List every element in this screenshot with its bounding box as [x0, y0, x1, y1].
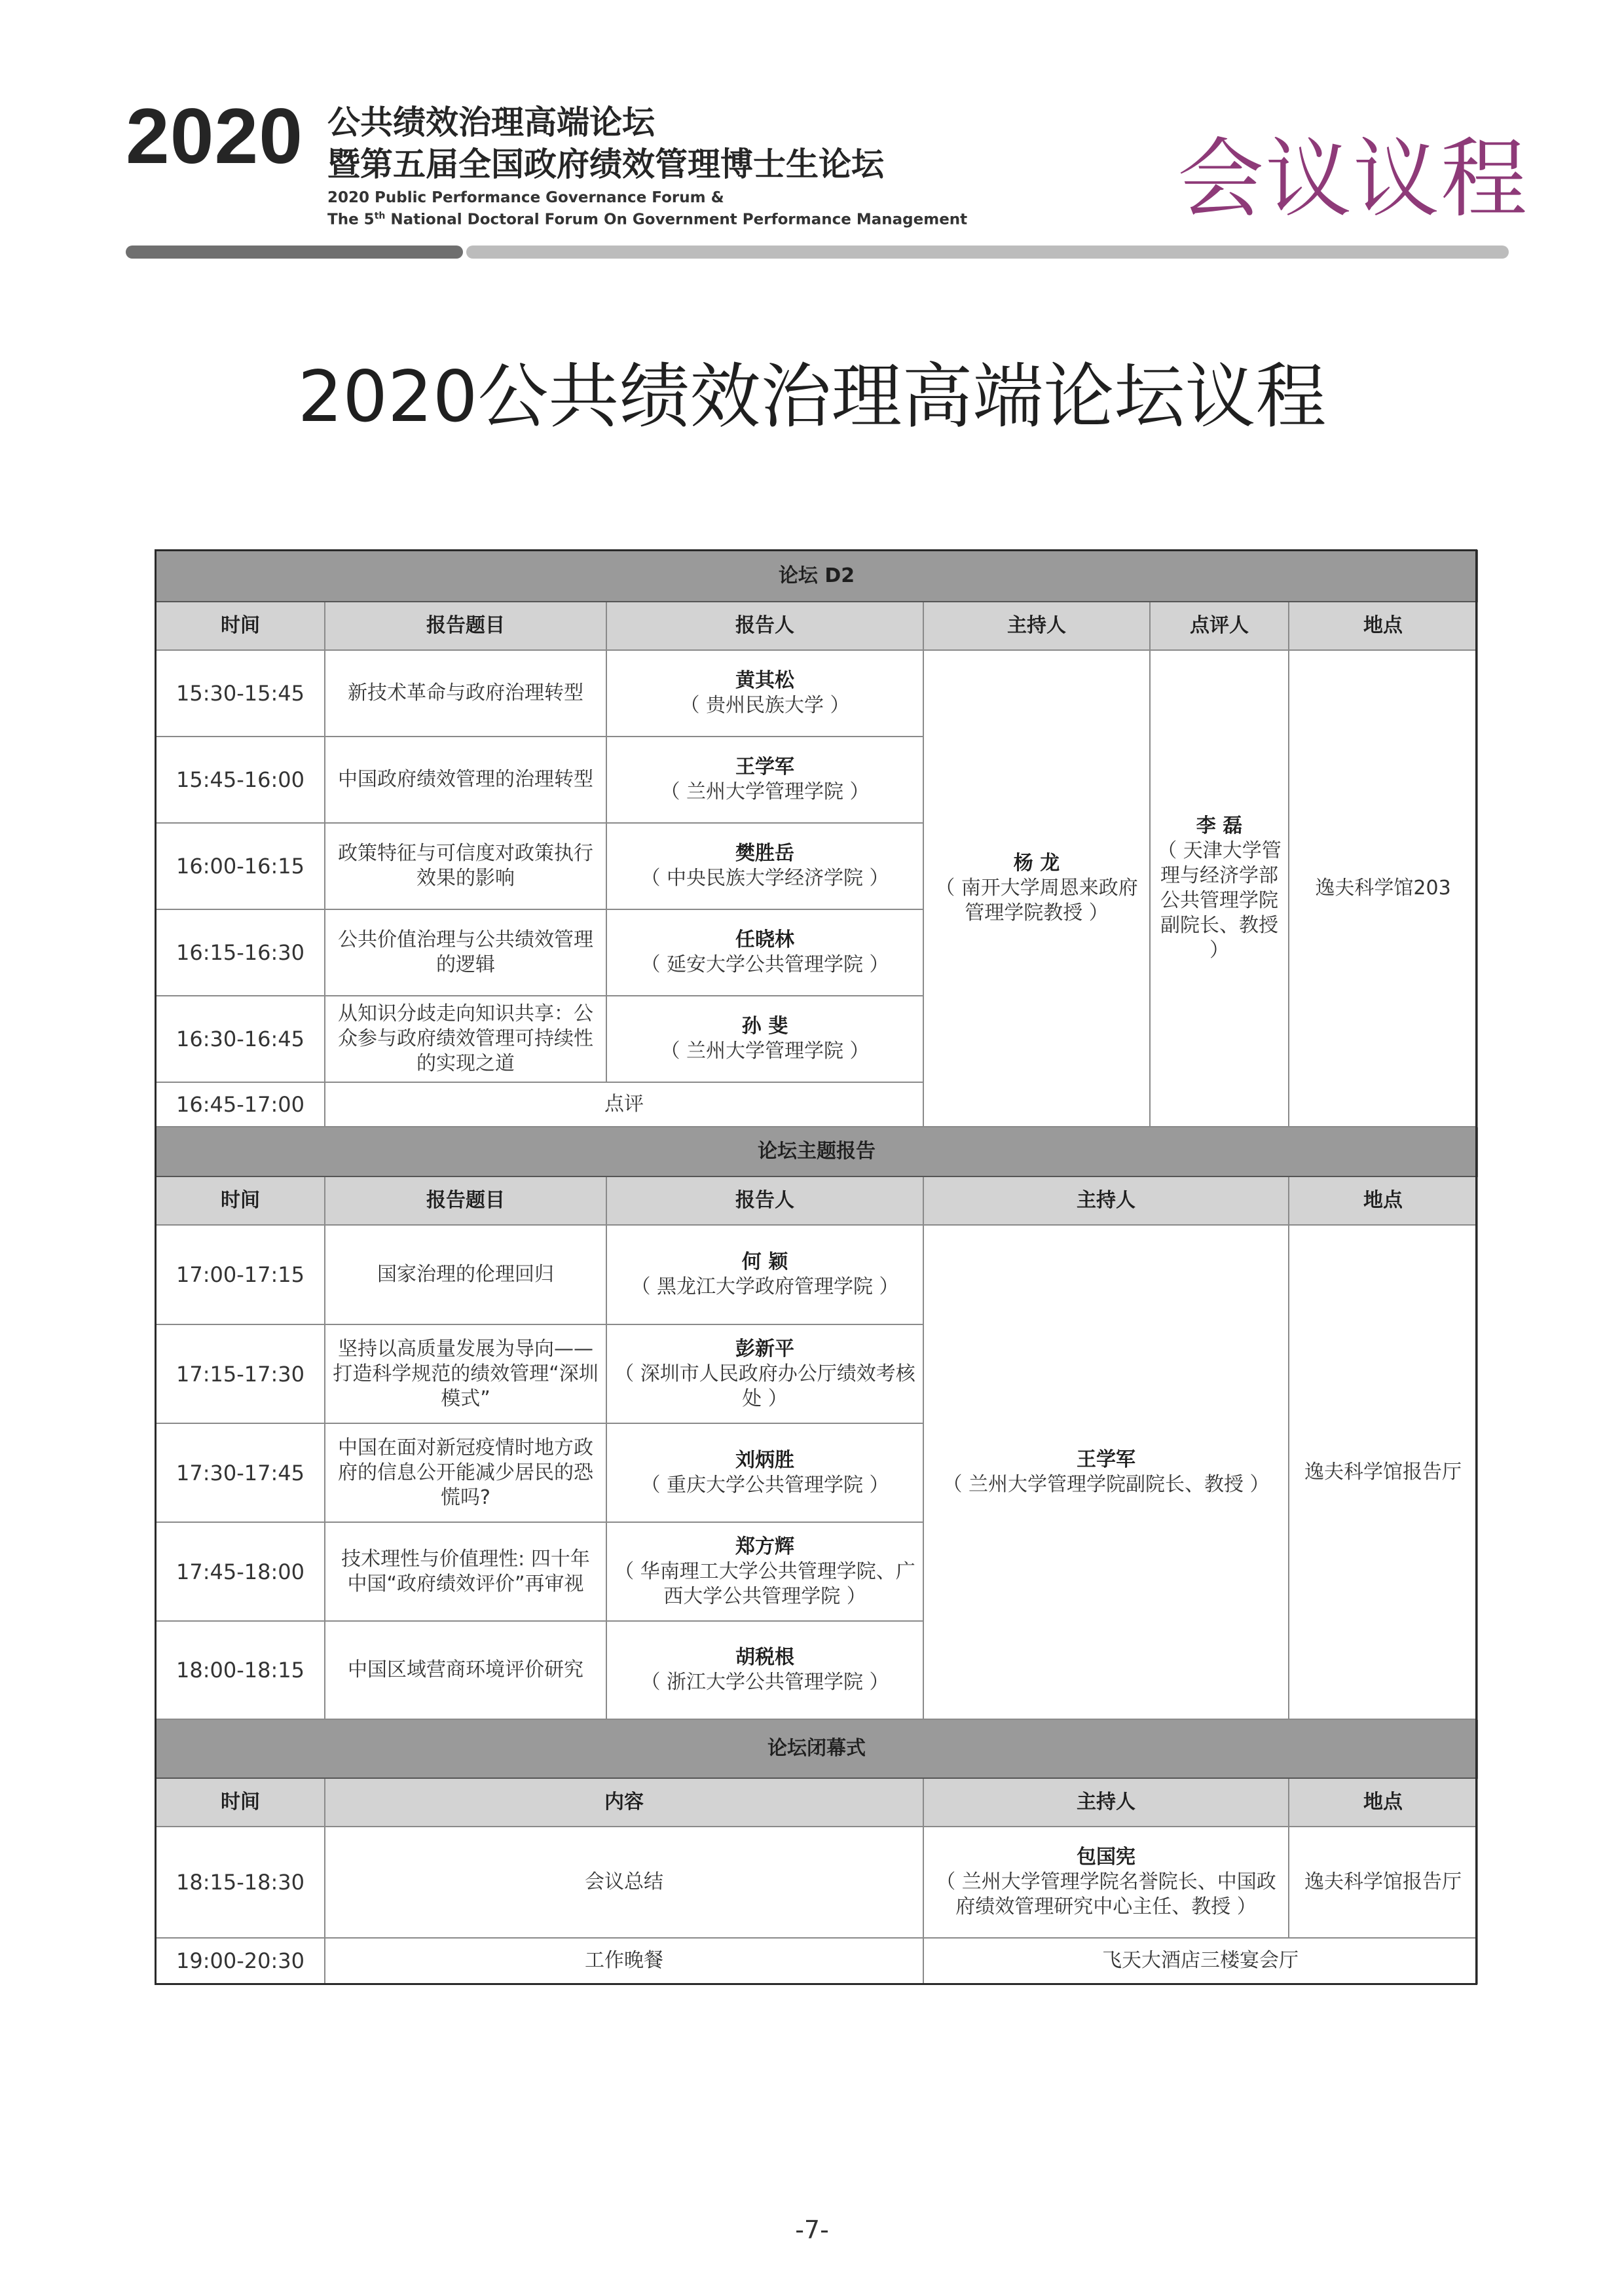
speaker-cell — [606, 1621, 923, 1719]
time-cell: 17:30-17:45 — [156, 1423, 325, 1522]
table-row — [156, 1225, 1477, 1324]
time-cell: 16:00-16:15 — [156, 823, 325, 909]
speaker-cell — [606, 1324, 923, 1423]
topic-cell: 中国区域营商环境评价研究 — [325, 1621, 606, 1719]
time-cell: 18:00-18:15 — [156, 1621, 325, 1719]
section-header-row — [156, 1719, 1477, 1778]
column-header: 主持人 — [923, 1176, 1289, 1225]
speaker-affiliation: （ 浙江大学公共管理学院 ） — [640, 1671, 889, 1694]
time-cell: 17:15-17:30 — [156, 1324, 325, 1423]
header-title-en-line2 — [327, 211, 967, 228]
speaker-cell — [606, 1522, 923, 1621]
column-header: 主持人 — [923, 602, 1150, 650]
speaker-affiliation: （ 黑龙江大学政府管理学院 ） — [631, 1275, 899, 1298]
speaker-cell — [606, 823, 923, 909]
host-affiliation: （ 兰州大学管理学院副院长、教授 ） — [942, 1472, 1270, 1496]
host-name: 包国宪 — [1077, 1846, 1135, 1868]
speaker-cell — [606, 650, 923, 737]
speaker-name: 任晓林 — [735, 928, 794, 951]
speaker-name: 黄其松 — [735, 669, 794, 692]
time-cell: 16:30-16:45 — [156, 996, 325, 1082]
speaker-name: 郑方辉 — [735, 1535, 794, 1558]
column-header: 地点 — [1289, 1176, 1477, 1225]
header-en2-sup: th — [374, 211, 386, 221]
content-cell: 工作晚餐 — [325, 1938, 923, 1984]
header-title-en-line1: 2020 Public Performance Governance Forum & — [327, 189, 724, 206]
section-header-row — [156, 551, 1477, 602]
header-en2-pre: The 5 — [327, 211, 375, 228]
header-en2-post: National Doctoral Forum On Government Performance Management — [385, 211, 968, 228]
column-header: 报告题目 — [325, 602, 606, 650]
commentator-name: 李 磊 — [1196, 814, 1243, 837]
speaker-affiliation: （ 中央民族大学经济学院 ） — [640, 867, 889, 890]
column-header: 报告人 — [606, 1176, 923, 1225]
column-header: 地点 — [1289, 602, 1477, 650]
topic-cell: 公共价值治理与公共绩效管理的逻辑 — [325, 909, 606, 996]
column-header-row — [156, 1176, 1477, 1225]
time-cell: 15:45-16:00 — [156, 737, 325, 823]
topic-cell: 坚持以高质量发展为导向——打造科学规范的绩效管理“深圳模式” — [325, 1324, 606, 1423]
time-cell: 17:00-17:15 — [156, 1225, 325, 1324]
speaker-name: 胡税根 — [735, 1646, 794, 1669]
speaker-affiliation: （ 延安大学公共管理学院 ） — [640, 953, 889, 976]
agenda-table — [155, 550, 1478, 1984]
venue-cell: 逸夫科学馆报告厅 — [1289, 1225, 1477, 1719]
host-affiliation: （ 南开大学周恩来政府管理学院教授 ） — [935, 877, 1138, 924]
host-name: 王学军 — [1077, 1448, 1135, 1471]
time-cell: 16:45-17:00 — [156, 1082, 325, 1127]
host-name: 杨 龙 — [1013, 852, 1060, 875]
speaker-affiliation: （ 贵州民族大学 ） — [680, 694, 850, 717]
time-cell: 19:00-20:30 — [156, 1938, 325, 1984]
header-divider-dark — [126, 246, 463, 259]
header-year: 2020 — [126, 92, 303, 180]
page-title: 2020公共绩效治理高端论坛议程 — [297, 356, 1327, 438]
section-title: 论坛 D2 — [156, 551, 1477, 602]
host-cell — [923, 1225, 1289, 1719]
speaker-name: 何 颖 — [741, 1250, 788, 1273]
venue-cell: 逸夫科学馆203 — [1289, 650, 1477, 1127]
speaker-cell — [606, 909, 923, 996]
column-header-row — [156, 602, 1477, 650]
page-number: -7- — [795, 2215, 829, 2244]
commentator-affiliation: （ 天津大学管理与经济学部公共管理学院副院长、教授 ） — [1157, 839, 1282, 962]
speaker-cell — [606, 1225, 923, 1324]
speaker-name: 孙 斐 — [741, 1015, 788, 1038]
speaker-affiliation: （ 华南理工大学公共管理学院、广西大学公共管理学院 ） — [614, 1559, 915, 1608]
section-title: 论坛主题报告 — [156, 1127, 1477, 1176]
topic-cell: 中国在面对新冠疫情时地方政府的信息公开能减少居民的恐慌吗? — [325, 1423, 606, 1522]
time-cell: 18:15-18:30 — [156, 1827, 325, 1938]
table-row — [156, 1827, 1477, 1938]
topic-cell: 新技术革命与政府治理转型 — [325, 650, 606, 737]
speaker-affiliation: （ 重庆大学公共管理学院 ） — [640, 1473, 889, 1497]
table-row — [156, 650, 1477, 737]
host-affiliation: （ 兰州大学管理学院名誉院长、中国政府绩效管理研究中心主任、教授 ） — [936, 1870, 1276, 1918]
topic-cell: 技术理性与价值理性: 四十年中国“政府绩效评价”再审视 — [325, 1522, 606, 1621]
time-cell: 16:15-16:30 — [156, 909, 325, 996]
column-header: 时间 — [156, 1778, 325, 1827]
speaker-affiliation: （ 兰州大学管理学院 ） — [660, 1040, 870, 1063]
column-header-row — [156, 1778, 1477, 1827]
comment-cell: 点评 — [325, 1082, 923, 1127]
column-header: 时间 — [156, 1176, 325, 1225]
host-cell — [923, 1827, 1289, 1938]
table-row — [156, 1938, 1477, 1984]
column-header: 时间 — [156, 602, 325, 650]
column-header: 主持人 — [923, 1778, 1289, 1827]
column-header: 报告题目 — [325, 1176, 606, 1225]
speaker-cell — [606, 996, 923, 1082]
section-title: 论坛闭幕式 — [156, 1719, 1477, 1778]
topic-cell: 国家治理的伦理回归 — [325, 1225, 606, 1324]
column-header: 点评人 — [1150, 602, 1289, 650]
topic-cell: 从知识分歧走向知识共享：公众参与政府绩效管理可持续性的实现之道 — [325, 996, 606, 1082]
column-header: 地点 — [1289, 1778, 1477, 1827]
speaker-name: 王学军 — [735, 756, 794, 778]
column-header: 报告人 — [606, 602, 923, 650]
venue-cell: 逸夫科学馆报告厅 — [1289, 1827, 1477, 1938]
section-header-row — [156, 1127, 1477, 1176]
speaker-name: 刘炳胜 — [735, 1448, 794, 1472]
header-badge: 会议议程 — [1177, 129, 1528, 230]
speaker-cell — [606, 737, 923, 823]
time-cell: 15:30-15:45 — [156, 650, 325, 737]
venue-cell: 飞天大酒店三楼宴会厅 — [923, 1938, 1477, 1984]
speaker-name: 彭新平 — [735, 1337, 794, 1360]
content-cell: 会议总结 — [325, 1827, 923, 1938]
column-header: 内容 — [325, 1778, 923, 1827]
speaker-cell — [606, 1423, 923, 1522]
speaker-name: 樊胜岳 — [735, 842, 794, 865]
host-cell — [923, 650, 1150, 1127]
speaker-affiliation: （ 兰州大学管理学院 ） — [660, 780, 870, 803]
header-title-cn-line2: 暨第五届全国政府绩效管理博士生论坛 — [327, 145, 884, 183]
time-cell: 17:45-18:00 — [156, 1522, 325, 1621]
topic-cell: 政策特征与可信度对政策执行效果的影响 — [325, 823, 606, 909]
speaker-affiliation: （ 深圳市人民政府办公厅绩效考核处 ） — [614, 1362, 915, 1410]
topic-cell: 中国政府绩效管理的治理转型 — [325, 737, 606, 823]
header-title-cn-line1: 公共绩效治理高端论坛 — [327, 103, 655, 141]
header-divider-light — [466, 246, 1509, 259]
commentator-cell — [1150, 650, 1289, 1127]
